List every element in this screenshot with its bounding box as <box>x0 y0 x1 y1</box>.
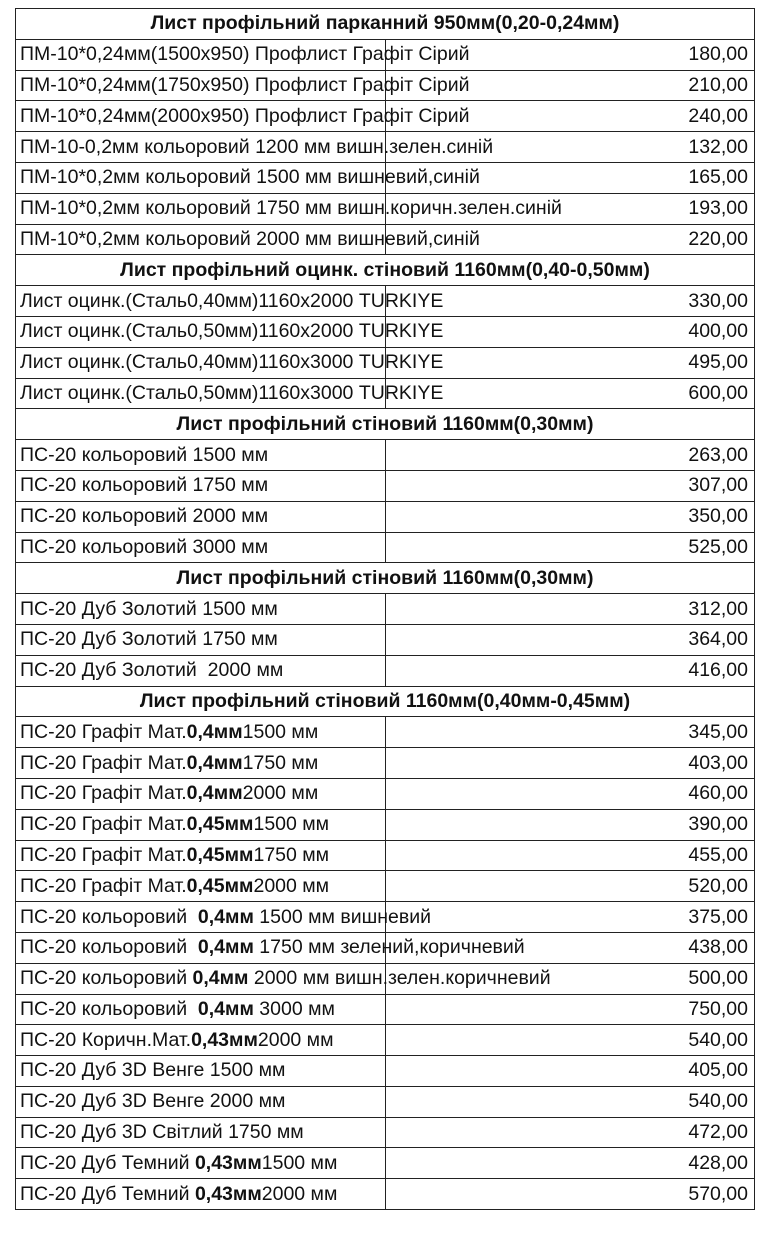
price-table <box>15 8 755 1210</box>
product-name <box>16 1117 386 1148</box>
product-name-part: ПС-20 кольоровий <box>20 997 198 1020</box>
product-price: 540,00 <box>385 1025 755 1056</box>
product-price: 403,00 <box>385 748 755 779</box>
product-thickness: 0,45мм <box>186 874 254 897</box>
product-price: 525,00 <box>385 532 755 563</box>
product-name-text <box>20 1029 334 1051</box>
product-name-part: 2000 мм <box>242 782 319 805</box>
product-name-part: ПС-20 Дуб Золотий 2000 мм <box>20 659 284 682</box>
product-name-text <box>20 967 551 989</box>
product-name-text <box>20 197 562 219</box>
product-price: 312,00 <box>385 594 755 625</box>
product-name-part: ПМ-10*0,24мм(1750х950) Профлист Графіт Сірий <box>20 73 470 96</box>
product-name <box>16 994 386 1025</box>
section-title: Лист профільний парканний 950мм(0,20-0,24мм) <box>16 9 755 40</box>
product-name <box>16 193 562 224</box>
product-name-part: 2000 мм <box>253 874 330 897</box>
product-price: 210,00 <box>385 70 755 101</box>
product-name-part: ПС-20 Дуб 3D Венге 2000 мм <box>20 1090 286 1113</box>
product-name-part: ПМ-10*0,24мм(2000х950) Профлист Графіт Сірий <box>20 104 470 127</box>
product-name-part: ПС-20 Дуб Золотий 1500 мм <box>20 597 278 620</box>
product-name <box>16 1148 386 1179</box>
product-name <box>16 286 444 317</box>
product-name-text <box>20 228 480 250</box>
product-name <box>16 1025 386 1056</box>
product-row <box>16 378 755 409</box>
product-name-text <box>20 875 329 897</box>
product-name-text <box>20 813 329 835</box>
product-name-part: Лист оцинк.(Сталь0,50мм)1160х3000 TURKIYE <box>20 381 444 404</box>
product-name <box>16 840 386 871</box>
product-row <box>16 1148 755 1179</box>
product-price: 364,00 <box>385 624 755 655</box>
product-name-text <box>20 844 329 866</box>
product-name <box>16 378 444 409</box>
product-name-part: 2000 мм <box>261 1182 338 1205</box>
product-name-text <box>20 659 283 681</box>
product-name-part: Лист оцинк.(Сталь0,40мм)1160х2000 TURKIYE <box>20 289 444 312</box>
product-name-text <box>20 1121 304 1143</box>
product-row <box>16 347 755 378</box>
product-name-part: ПС-20 Графіт Мат. <box>20 874 187 897</box>
product-name-text <box>20 782 318 804</box>
product-price: 180,00 <box>385 39 755 70</box>
product-name-part: ПС-20 кольоровий 1750 мм <box>20 474 269 497</box>
product-name-text <box>20 444 268 466</box>
product-row <box>16 440 755 471</box>
product-name-text <box>20 136 493 158</box>
product-name-part: ПС-20 кольоровий <box>20 905 198 928</box>
product-row <box>16 594 755 625</box>
product-name <box>16 101 470 132</box>
product-price: 400,00 <box>385 316 755 347</box>
product-price: 132,00 <box>385 132 755 163</box>
product-row <box>16 1025 755 1056</box>
product-name <box>16 717 386 748</box>
product-price: 460,00 <box>385 778 755 809</box>
product-name-part: ПС-20 Графіт Мат. <box>20 843 187 866</box>
product-row <box>16 1056 755 1087</box>
product-name <box>16 871 386 902</box>
product-row <box>16 470 755 501</box>
product-name-part: ПС-20 Дуб 3D Венге 1500 мм <box>20 1059 286 1082</box>
product-thickness: 0,45мм <box>186 843 254 866</box>
product-name-part: 3000 мм <box>253 997 335 1020</box>
product-row <box>16 316 755 347</box>
product-name <box>16 532 386 563</box>
product-name-part: ПС-20 Дуб Темний <box>20 1182 195 1205</box>
product-thickness: 0,43мм <box>194 1182 262 1205</box>
section-header-row <box>16 255 755 286</box>
product-name-part: ПС-20 Коричн.Мат. <box>20 1028 192 1051</box>
product-price: 345,00 <box>385 717 755 748</box>
product-row <box>16 70 755 101</box>
product-name-part: Лист оцинк.(Сталь0,40мм)1160х3000 TURKIYE <box>20 351 444 374</box>
product-name-part: ПС-20 кольоровий 1500 мм <box>20 443 269 466</box>
product-price: 500,00 <box>385 963 755 994</box>
product-name-part: ПС-20 кольоровий <box>20 936 198 959</box>
product-name <box>16 1086 386 1117</box>
product-name <box>16 594 386 625</box>
product-row <box>16 224 755 255</box>
section-header-row <box>16 686 755 717</box>
product-name-text <box>20 1090 285 1112</box>
product-name <box>16 470 386 501</box>
product-name-part: 1750 мм <box>253 843 330 866</box>
product-thickness: 0,4мм <box>197 905 254 928</box>
product-row <box>16 994 755 1025</box>
product-name <box>16 347 444 378</box>
product-name-part: 1500 мм <box>253 813 330 836</box>
product-name-text <box>20 998 335 1020</box>
product-row <box>16 778 755 809</box>
product-name-part: 2000 мм вишн.зелен.коричневий <box>248 967 551 990</box>
product-name <box>16 39 470 70</box>
product-price: 520,00 <box>385 871 755 902</box>
product-row <box>16 193 755 224</box>
product-price: 375,00 <box>385 902 755 933</box>
product-price: 220,00 <box>385 224 755 255</box>
product-name-part: ПС-20 кольоровий <box>20 967 193 990</box>
product-name <box>16 162 480 193</box>
product-name-part: Лист оцинк.(Сталь0,50мм)1160х2000 TURKIYE <box>20 320 444 343</box>
product-name-part: ПС-20 кольоровий 3000 мм <box>20 535 269 558</box>
product-price: 600,00 <box>385 378 755 409</box>
product-row <box>16 655 755 686</box>
product-price: 193,00 <box>385 193 755 224</box>
product-row <box>16 1086 755 1117</box>
product-name-text <box>20 74 469 96</box>
product-name-part: ПМ-10-0,2мм кольоровий 1200 мм вишн.зелен.синій <box>20 135 494 158</box>
product-name <box>16 624 386 655</box>
product-price: 307,00 <box>385 470 755 501</box>
product-row <box>16 748 755 779</box>
product-name-text <box>20 320 443 342</box>
product-price: 390,00 <box>385 809 755 840</box>
product-row <box>16 809 755 840</box>
product-name <box>16 440 386 471</box>
product-row <box>16 501 755 532</box>
product-name <box>16 132 494 163</box>
product-name-part: ПС-20 Графіт Мат. <box>20 751 187 774</box>
product-row <box>16 132 755 163</box>
product-row <box>16 162 755 193</box>
product-name <box>16 1056 386 1087</box>
product-name-part: ПМ-10*0,2мм кольоровий 1500 мм вишневий,синій <box>20 166 480 189</box>
product-name-part: ПМ-10*0,24мм(1500х950) Профлист Графіт Сірий <box>20 43 470 66</box>
product-row <box>16 1179 755 1210</box>
product-name-text <box>20 752 318 774</box>
product-name-text <box>20 290 443 312</box>
product-name-text <box>20 536 268 558</box>
product-thickness: 0,43мм <box>194 1151 262 1174</box>
product-thickness: 0,4мм <box>197 936 254 959</box>
product-row <box>16 963 755 994</box>
product-price: 570,00 <box>385 1179 755 1210</box>
product-name <box>16 932 525 963</box>
section-header-row <box>16 563 755 594</box>
product-name <box>16 902 431 933</box>
section-title: Лист профільний оцинк. стіновий 1160мм(0,40-0,50мм) <box>16 255 755 286</box>
product-name <box>16 778 386 809</box>
product-price: 428,00 <box>385 1148 755 1179</box>
product-name-text <box>20 906 431 928</box>
product-name-text <box>20 43 469 65</box>
product-name-part: ПС-20 Дуб 3D Світлий 1750 мм <box>20 1121 304 1144</box>
product-name <box>16 748 386 779</box>
product-name-part: ПС-20 Дуб Золотий 1750 мм <box>20 628 278 651</box>
product-name-text <box>20 382 443 404</box>
product-price: 240,00 <box>385 101 755 132</box>
product-price: 455,00 <box>385 840 755 871</box>
product-row <box>16 871 755 902</box>
product-row <box>16 932 755 963</box>
product-thickness: 0,4мм <box>197 997 254 1020</box>
product-price: 416,00 <box>385 655 755 686</box>
product-price: 165,00 <box>385 162 755 193</box>
product-name <box>16 655 386 686</box>
product-name <box>16 1179 386 1210</box>
product-name-part: 1750 мм зелений,коричневий <box>253 936 525 959</box>
product-row <box>16 840 755 871</box>
product-price: 750,00 <box>385 994 755 1025</box>
product-price: 495,00 <box>385 347 755 378</box>
product-name <box>16 501 386 532</box>
product-name <box>16 224 480 255</box>
product-name-text <box>20 351 443 373</box>
product-name <box>16 809 386 840</box>
product-price: 330,00 <box>385 286 755 317</box>
product-name-text <box>20 1059 285 1081</box>
product-row <box>16 532 755 563</box>
product-thickness: 0,4мм <box>192 967 249 990</box>
product-name-part: ПС-20 Графіт Мат. <box>20 782 187 805</box>
product-name-part: 1500 мм <box>261 1151 338 1174</box>
section-title: Лист профільний стіновий 1160мм(0,30мм) <box>16 409 755 440</box>
product-thickness: 0,4мм <box>186 751 243 774</box>
product-name-part: 2000 мм <box>257 1028 334 1051</box>
product-name-text <box>20 598 278 620</box>
product-name-text <box>20 721 318 743</box>
product-row <box>16 717 755 748</box>
product-name-part: ПМ-10*0,2мм кольоровий 2000 мм вишневий,синій <box>20 227 480 250</box>
product-price: 350,00 <box>385 501 755 532</box>
price-list-sheet <box>15 8 755 1210</box>
product-price: 540,00 <box>385 1086 755 1117</box>
product-name-text <box>20 1152 337 1174</box>
product-row <box>16 39 755 70</box>
product-row <box>16 286 755 317</box>
product-row <box>16 902 755 933</box>
product-name <box>16 316 444 347</box>
product-row <box>16 1117 755 1148</box>
product-name-part: ПС-20 Графіт Мат. <box>20 720 187 743</box>
product-thickness: 0,4мм <box>186 782 243 805</box>
product-name-part: 1750 мм <box>242 751 319 774</box>
product-thickness: 0,43мм <box>191 1028 258 1051</box>
product-name <box>16 70 470 101</box>
product-name-text <box>20 474 268 496</box>
price-table-body <box>16 9 755 1210</box>
product-name-part: 1500 мм вишневий <box>253 905 431 928</box>
product-name-part: ПС-20 кольоровий 2000 мм <box>20 505 269 528</box>
product-row <box>16 101 755 132</box>
section-title: Лист профільний стіновий 1160мм(0,40мм-0,45мм) <box>16 686 755 717</box>
product-name-part: ПС-20 Дуб Темний <box>20 1151 195 1174</box>
product-row <box>16 624 755 655</box>
section-header-row <box>16 409 755 440</box>
product-thickness: 0,4мм <box>186 720 243 743</box>
product-price: 405,00 <box>385 1056 755 1087</box>
product-name-text <box>20 1183 337 1205</box>
product-thickness: 0,45мм <box>186 813 254 836</box>
product-name-part: 1500 мм <box>242 720 319 743</box>
product-name-part: ПМ-10*0,2мм кольоровий 1750 мм вишн.коричн.зелен.синій <box>20 197 562 220</box>
product-name-text <box>20 505 268 527</box>
section-title: Лист профільний стіновий 1160мм(0,30мм) <box>16 563 755 594</box>
product-price: 472,00 <box>385 1117 755 1148</box>
product-name-text <box>20 936 525 958</box>
product-price: 263,00 <box>385 440 755 471</box>
section-header-row <box>16 9 755 40</box>
product-name-text <box>20 628 278 650</box>
product-name-part: ПС-20 Графіт Мат. <box>20 813 187 836</box>
product-name <box>16 963 551 994</box>
product-name-text <box>20 105 469 127</box>
product-price: 438,00 <box>385 932 755 963</box>
product-name-text <box>20 166 480 188</box>
